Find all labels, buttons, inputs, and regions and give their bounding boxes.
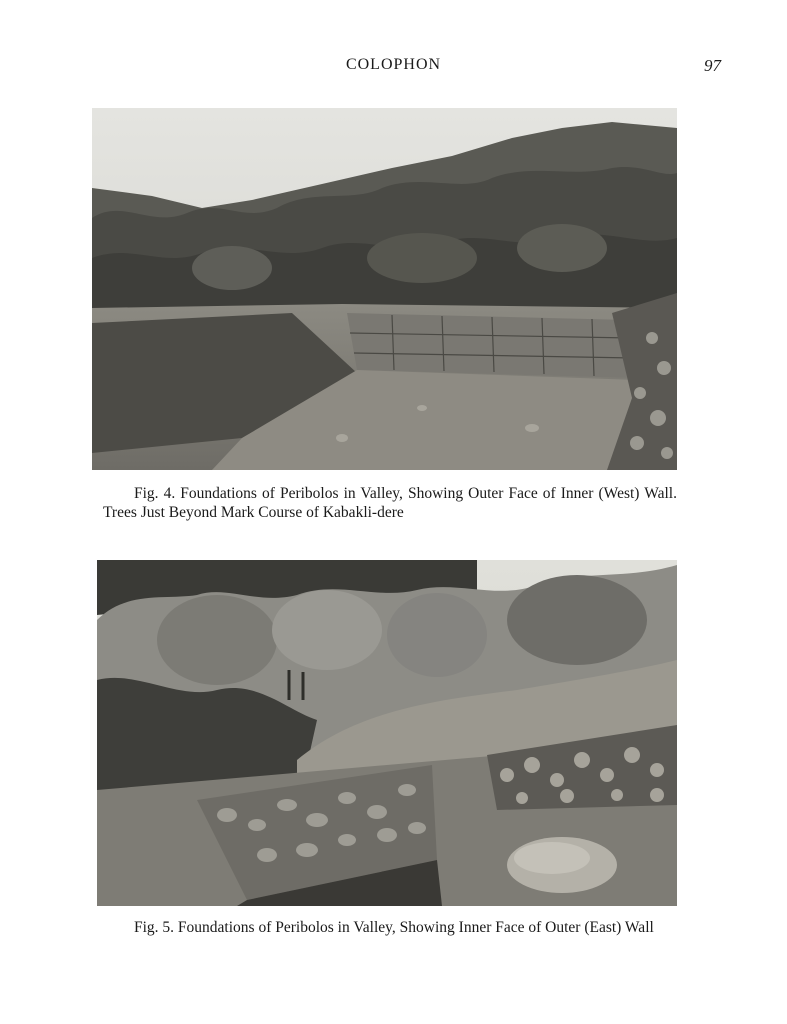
figure-4-caption: Fig. 4. Foundations of Peribolos in Valley, Showing Outer Face of Inner (West) Wall. Trees Just Beyond Mark Course of Kabakli-dere <box>103 485 677 521</box>
figure-5-caption: Fig. 5. Foundations of Peribolos in Valley, Showing Inner Face of Outer (East) Wall <box>134 919 654 936</box>
excavation-photo-east-wall <box>97 560 677 906</box>
running-head <box>0 56 787 78</box>
running-title: COLOPHON <box>345 56 442 73</box>
figure-5-photo <box>97 560 677 906</box>
excavation-photo-west-wall <box>92 108 677 470</box>
figure-4-photo <box>92 108 677 470</box>
page-number: 97 <box>704 56 721 75</box>
